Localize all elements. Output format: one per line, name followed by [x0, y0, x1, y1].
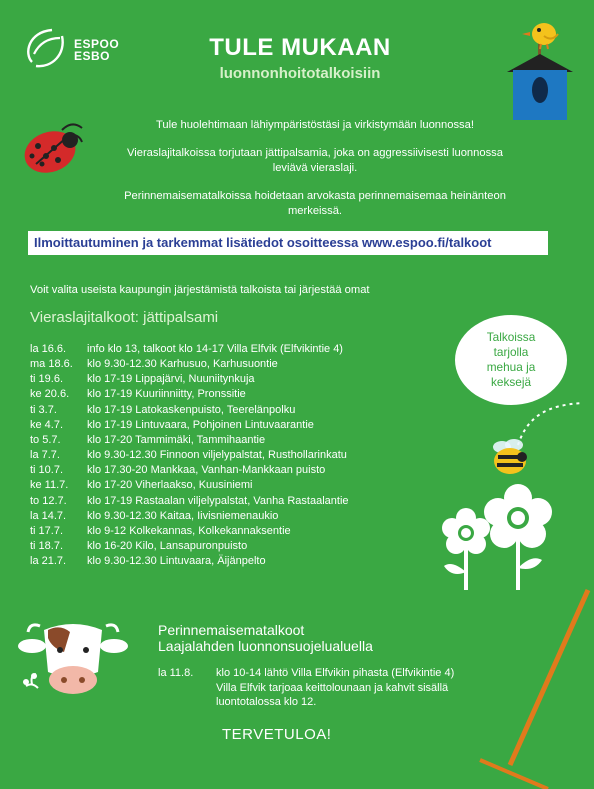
event-text: klo 17-20 Tammimäki, Tammihaantie: [87, 433, 266, 446]
event-text: klo 9-12 Kolkekannas, Kolkekannaksentie: [87, 524, 291, 537]
event-date: la 21.7.: [30, 555, 67, 568]
rake-icon: [470, 590, 594, 789]
page-title: TULE MUKAAN: [209, 34, 391, 61]
event-row: [30, 433, 470, 448]
bubble-line-3: mehua ja: [486, 360, 536, 374]
logo-line1: ESPOO: [74, 37, 120, 51]
section-title-invasive: Vieraslajitalkoot: jättipalsami: [30, 309, 219, 326]
event-row: [30, 418, 470, 433]
event-text: klo 9.30-12.30 Lintuvaara, Äijänpelto: [87, 555, 266, 568]
heritage-line1: klo 10-14 lähtö Villa Elfvikin pihasta (Elfvikintie 4): [216, 667, 455, 679]
event-row: [30, 357, 470, 372]
bee-icon: [488, 395, 588, 485]
event-list: [30, 342, 470, 569]
event-row: [30, 524, 470, 539]
event-row: [30, 403, 470, 418]
intro-paragraph-3: Perinnemaisematalkoissa hoidetaan arvokasta perinnemaisemaa heinänteon merkeissä.: [124, 190, 506, 217]
bubble-line-1: Talkoissa: [486, 330, 536, 344]
event-row: [30, 509, 470, 524]
event-row: [30, 463, 470, 478]
section-title-heritage: [158, 622, 373, 654]
event-row: [30, 494, 470, 509]
heritage-line2: Villa Elfvik tarjoaa keittolounaan ja kahvit sisällä: [216, 681, 449, 694]
event-text: klo 17-19 Latokaskenpuisto, Teerelänpolku: [87, 403, 296, 416]
event-row: [30, 478, 470, 493]
section2-title-line1: Perinnemaisematalkoot: [158, 622, 305, 638]
event-row: [30, 342, 470, 357]
event-row: [30, 372, 470, 387]
event-text: klo 17-19 Lintuvaara, Pohjoinen Lintuvaarantie: [87, 418, 314, 431]
heritage-line3: luontotalossa klo 12.: [216, 696, 317, 708]
event-date: ti 3.7.: [30, 403, 57, 416]
espoo-logo-icon: [22, 24, 72, 74]
bubble-line-4: keksejä: [491, 375, 531, 389]
bird-icon: [528, 16, 564, 50]
event-date: ma 18.6.: [30, 358, 73, 371]
intro-paragraph-2: Vieraslajitalkoissa torjutaan jättipalsamia, joka on aggressiivisesti luonnossa leviävä vieraslaji.: [126, 147, 503, 174]
choose-text: Voit valita useista kaupungin järjestämistä talkoista tai järjestää omat: [30, 284, 370, 296]
event-date: la 14.7.: [30, 509, 67, 522]
event-text: info klo 13, talkoot klo 14-17 Villa Elfvik (Elfvikintie 4): [87, 343, 343, 355]
logo-line2: ESBO: [74, 49, 111, 63]
event-date: ke 20.6.: [30, 388, 70, 401]
event-text: klo 17-19 Rastaalan viljelypalstat, Vanha Rastaalantie: [87, 494, 349, 507]
flowers-icon: [428, 478, 568, 590]
espoo-logo: [22, 24, 142, 74]
event-row: [30, 448, 470, 463]
event-text: klo 17-19 Lippajärvi, Nuuniitynkuja: [87, 373, 255, 386]
bubble-line-2: tarjolla: [493, 345, 529, 359]
event-date: la 16.6.: [30, 343, 67, 355]
event-text: klo 17-20 Viherlaakso, Kuusiniemi: [87, 479, 253, 492]
event-row: [30, 387, 470, 402]
event-date: ke 4.7.: [30, 418, 64, 431]
event-text: klo 17-19 Kuuriinniitty, Pronssitie: [87, 388, 246, 401]
ladybug-icon: [20, 118, 90, 180]
event-text: klo 16-20 Kilo, Lansapuronpuisto: [87, 540, 248, 553]
event-row: [30, 554, 470, 569]
event-text: klo 9.30-12.30 Finnoon viljelypalstat, Rusthollarinkatu: [87, 449, 347, 462]
logo-text: [74, 38, 119, 62]
event-text: klo 9.30-12.30 Kaitaa, Iivisniemenaukio: [87, 509, 279, 522]
event-date: ke 11.7.: [30, 479, 69, 492]
event-text: klo 17.30-20 Mankkaa, Vanhan-Mankkaan puisto: [87, 464, 326, 477]
section2-title-line2: Laajalahden luonnonsuojelualuella: [158, 638, 373, 654]
event-date: ti 17.7.: [30, 524, 64, 537]
event-date: ti 19.6.: [30, 373, 64, 386]
event-text: klo 9.30-12.30 Karhusuo, Karhusuontie: [87, 358, 278, 371]
event-date: ti 18.7.: [30, 540, 64, 553]
intro-paragraph-1: Tule huolehtimaan lähiympäristöstäsi ja virkistymään luonnossa!: [156, 119, 474, 131]
intro-text: [110, 118, 520, 232]
event-date: ti 10.7.: [30, 464, 64, 477]
event-date: to 5.7.: [30, 433, 61, 446]
page-subtitle: luonnonhoitotalkoisiin: [219, 65, 381, 82]
registration-link[interactable]: Ilmoittautuminen ja tarkemmat lisätiedot osoitteessa www.espoo.fi/talkoot: [28, 231, 548, 255]
event-row: [30, 539, 470, 554]
refreshments-bubble: [455, 315, 567, 405]
event-date: to 12.7.: [30, 494, 67, 507]
cow-icon: [18, 610, 138, 700]
welcome-text: TERVETULOA!: [222, 726, 332, 743]
heritage-date: la 11.8.: [158, 667, 194, 679]
event-date: la 7.7.: [30, 449, 60, 462]
